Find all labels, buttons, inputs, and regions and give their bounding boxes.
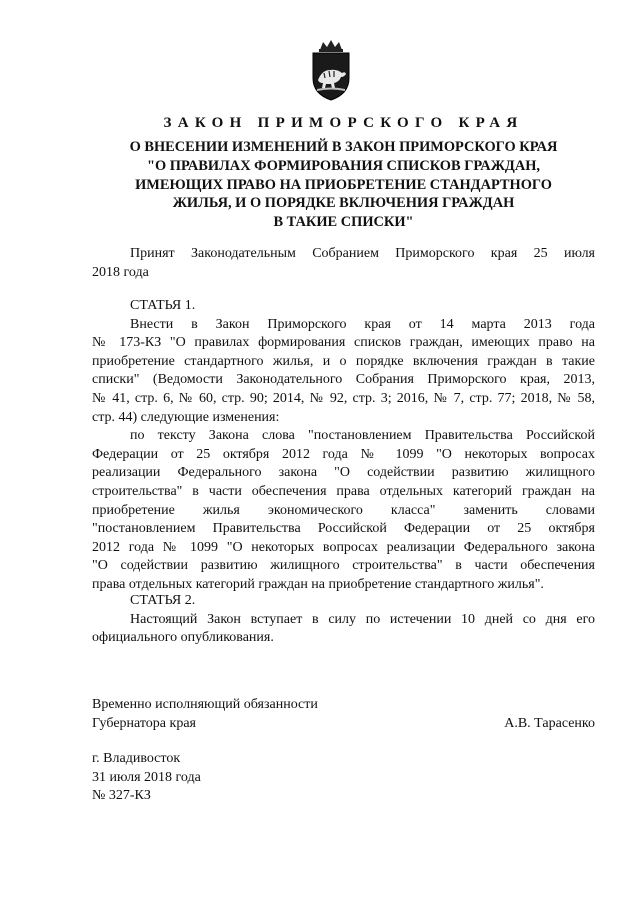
- article-1-line: права отдельных категорий граждан на приобретение стандартного жилья".: [92, 576, 544, 592]
- article-2: [92, 592, 595, 648]
- subtitle-line: ИМЕЮЩИХ ПРАВО НА ПРИОБРЕТЕНИЕ СТАНДАРТНОГО: [135, 176, 552, 193]
- signature-row: [92, 715, 595, 734]
- coat-of-arms-tiger-icon: [304, 40, 358, 102]
- adoption-note: [92, 245, 595, 282]
- adoption-line: Принят Законодательным Собранием Приморского края 25 июля: [130, 246, 595, 261]
- article-1-line: Внести в Закон Приморского края от 14 марта 2013 года: [130, 316, 595, 332]
- article-1-line: стр. 44) следующие изменения:: [92, 409, 280, 425]
- article-1-line: строительства" в части обеспечения права отдельных категорий граждан на: [92, 483, 595, 499]
- footer-date: 31 июля 2018 года: [92, 769, 201, 785]
- article-1-line: № 41, стр. 6, № 60, стр. 90; 2014, № 92, стр. 3; 2016, № 7, стр. 77; 2018, № 58,: [92, 390, 595, 406]
- signatory-position: Губернатора края: [92, 715, 196, 731]
- signature-block: [92, 696, 595, 733]
- adoption-line: 2018 года: [92, 264, 149, 280]
- article-1-line: по тексту Закона слова "постановлением Правительства Российской: [130, 428, 595, 444]
- subtitle-line: В ТАКИЕ СПИСКИ": [273, 214, 414, 231]
- subtitle-line: ЖИЛЬЯ, И О ПОРЯДКЕ ВКЛЮЧЕНИЯ ГРАЖДАН: [172, 195, 515, 212]
- subtitle-line: "О ПРАВИЛАХ ФОРМИРОВАНИЯ СПИСКОВ ГРАЖДАН,: [146, 157, 541, 174]
- article-2-heading: СТАТЬЯ 2.: [130, 593, 196, 608]
- article-2-line: Настоящий Закон вступает в силу по истечении 10 дней со дня его: [130, 611, 595, 627]
- subtitle-line: О ВНЕСЕНИИ ИЗМЕНЕНИЙ В ЗАКОН ПРИМОРСКОГО КРАЯ: [129, 139, 558, 155]
- article-1-line: "постановлением Правительства Российской Федерации от 25 октября: [92, 521, 595, 537]
- article-1-line: 2012 года № 1099 "О некоторых вопросах реализации Федерального закона: [92, 539, 595, 555]
- signatory-position: Временно исполняющий обязанности: [92, 697, 318, 712]
- article-1-line: приобретение стандартного жилья, и о порядке включения граждан в такие: [92, 353, 595, 369]
- law-subtitle: [92, 138, 595, 232]
- footer-number: № 327-КЗ: [92, 788, 151, 804]
- article-1-heading: СТАТЬЯ 1.: [130, 298, 196, 313]
- article-1-line: Федерации от 25 октября 2012 года № 1099 "О некоторых вопросах: [92, 446, 595, 462]
- signatory-name: А.В. Тарасенко: [504, 715, 595, 731]
- law-title: ЗАКОН ПРИМОРСКОГО КРАЯ: [163, 115, 524, 131]
- article-1-line: № 173-КЗ "О правилах формирования списков граждан, имеющих право на: [92, 335, 595, 351]
- article-1-line: "О содействии развитию жилищного строительства" в части обеспечения: [92, 558, 595, 574]
- article-1-line: приобретение жилья экономического класса" заменить словами: [92, 502, 595, 518]
- article-1: [92, 297, 595, 595]
- article-1-line: списки" (Ведомости Законодательного Собрания Приморского края, 2013,: [92, 372, 595, 388]
- law-footer: [92, 750, 595, 806]
- article-2-line: официального опубликования.: [92, 630, 274, 646]
- article-1-line: реализации Федерального закона "О содействии развитию жилищного: [92, 465, 595, 481]
- footer-city: г. Владивосток: [92, 751, 181, 766]
